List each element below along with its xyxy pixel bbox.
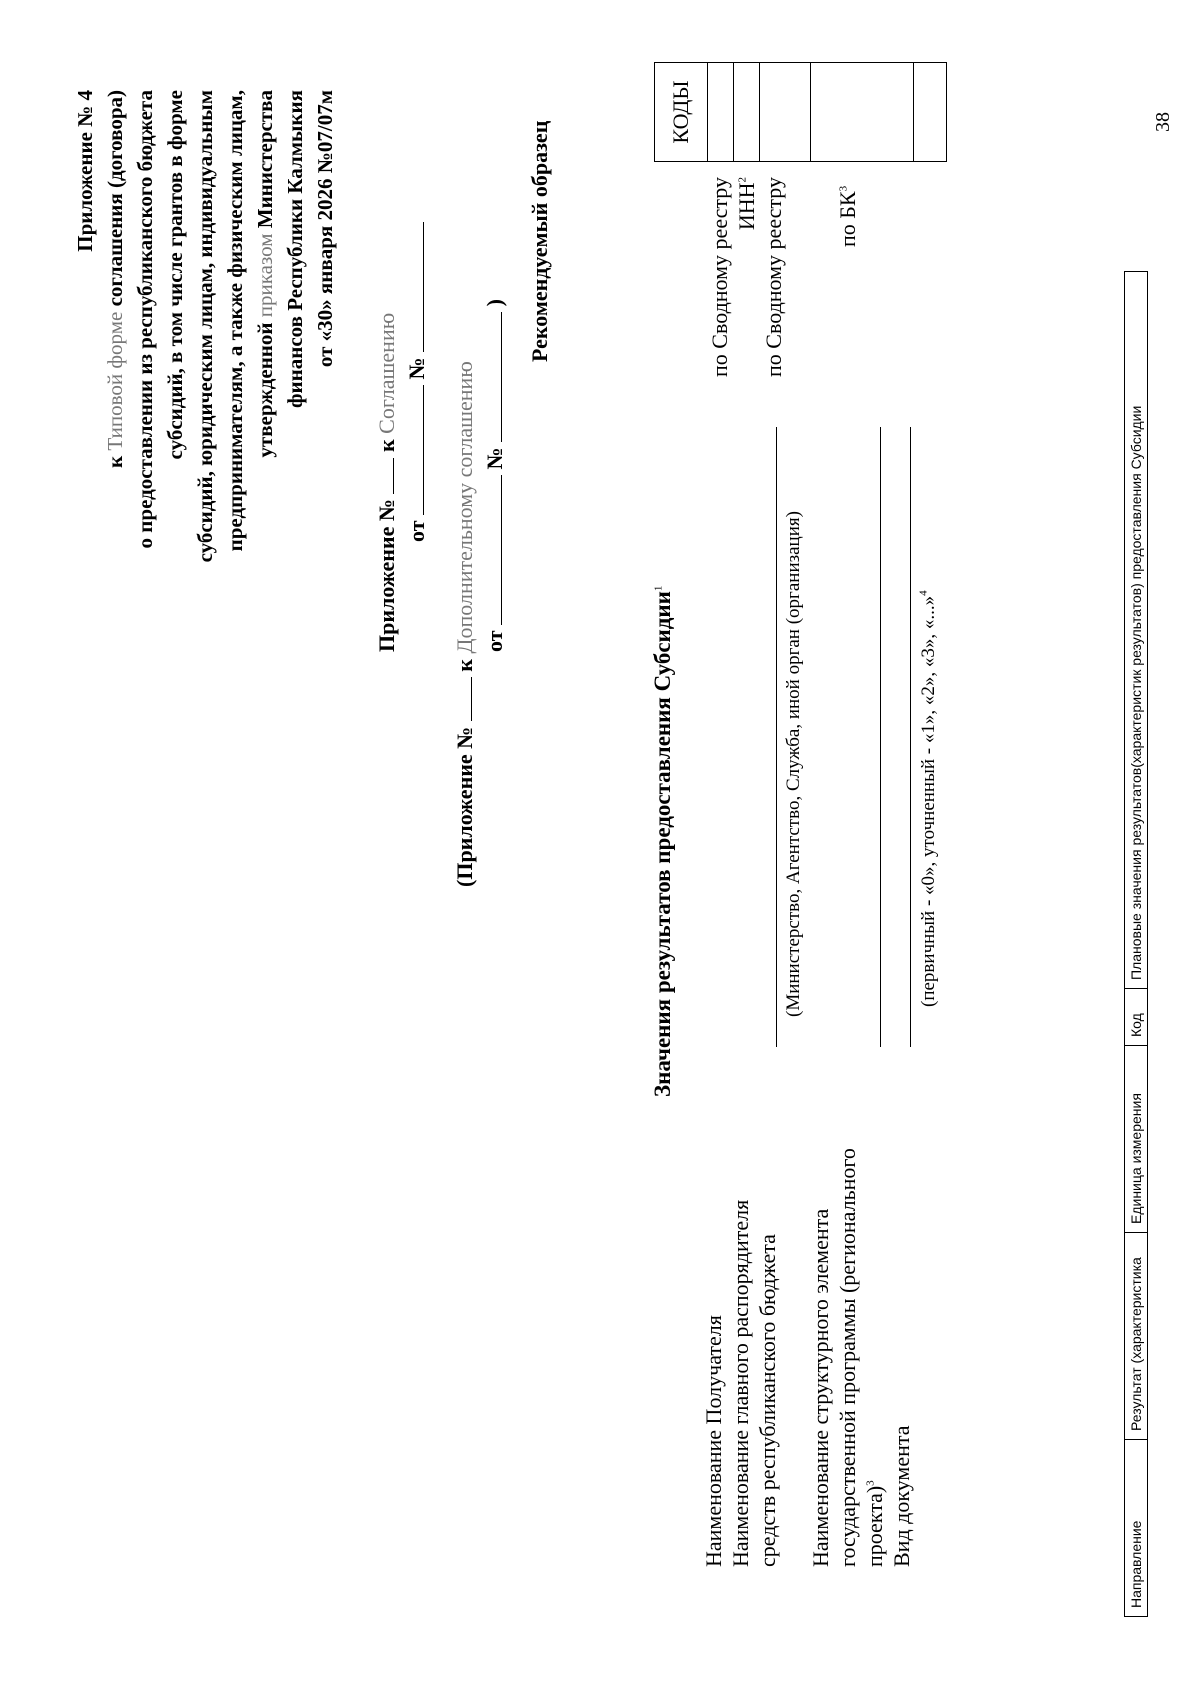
- doc-type-code-cell[interactable]: [914, 63, 947, 162]
- agreement-annex: Приложение № к Соглашению от №: [372, 92, 432, 652]
- registry-label-2: по Сводному реестру: [761, 177, 786, 377]
- agreement-link[interactable]: Соглашению: [374, 312, 399, 434]
- header-line-5: предпринимателям, а также физическим лицам,: [223, 90, 247, 552]
- recommended-sample: Рекомендуемый образец: [527, 120, 552, 362]
- col-result: Результат (характеристика: [1125, 1233, 1148, 1440]
- registry-code-cell-2[interactable]: [760, 63, 811, 162]
- structural-label-line-1: Наименование структурного элемента: [808, 1208, 833, 1567]
- manager-label-line-2: средств республиканского бюджета: [755, 1234, 780, 1567]
- agreement-number-field[interactable]: [405, 222, 424, 352]
- ministry-hint: (Министерство, Агентство, Служба, иной орган (организация): [783, 511, 804, 1017]
- agreement-annex-number-field[interactable]: [375, 458, 394, 494]
- doc-type-label: Вид документа: [889, 1425, 914, 1567]
- header-line-3: субсидий, в том числе грантов в форме: [163, 90, 187, 460]
- codes-header: КОДЫ: [655, 63, 708, 162]
- header-line-1: к Типовой форме соглашения (договора): [103, 90, 127, 468]
- results-table-header: [1124, 271, 1148, 1617]
- codes-table: [654, 62, 947, 162]
- structural-label-line-2: государственной программы (регионального: [835, 1148, 860, 1567]
- recipient-label: Наименование Получателя: [701, 1315, 726, 1567]
- page-number: 38: [1152, 112, 1174, 132]
- registry-label-1: по Сводному реестру: [707, 177, 732, 377]
- header-line-8: от «30» января 2026 №07/07м: [313, 90, 337, 368]
- col-planned-values: Плановые значения результатов(характеристик результатов) предоставления Субсидии: [1125, 272, 1148, 989]
- manager-label-line-1: Наименование главного распорядителя: [728, 1199, 753, 1567]
- order-link[interactable]: приказом: [253, 233, 277, 318]
- col-code: Код: [1125, 989, 1148, 1046]
- typical-form-link[interactable]: Типовой форме: [103, 311, 127, 451]
- supplement-agreement-link[interactable]: Дополнительному соглашению: [452, 361, 477, 654]
- document-title: Значения результатов предоставления Субсидии$^1$: [650, 585, 675, 1097]
- manager-name-line[interactable]: [776, 427, 777, 1047]
- inn-label: ИНН$^2$: [734, 177, 759, 231]
- structural-element-line[interactable]: [880, 427, 881, 1047]
- header-line-7: финансов Республики Калмыкия: [283, 90, 307, 408]
- code-labels: [706, 177, 787, 397]
- col-direction: Направление: [1125, 1440, 1148, 1617]
- header-line-2: о предоставлении из республиканского бюджета: [133, 90, 157, 549]
- structural-label-line-3: проекта)$^3$: [862, 1480, 887, 1567]
- supplement-annex-number-field[interactable]: [453, 677, 472, 721]
- supplement-number-field[interactable]: [483, 312, 502, 442]
- supplement-annex: (Приложение № к Дополнительному соглашению от № ): [452, 299, 507, 887]
- doc-type-line[interactable]: [910, 427, 911, 1047]
- header-line-6: утвержденной приказом Министерства: [253, 90, 277, 458]
- bk-label: по $БК^3$: [835, 185, 860, 247]
- header-line-4: субсидий, юридическим лицам, индивидуальным: [193, 90, 217, 563]
- agreement-date-field[interactable]: [405, 385, 424, 515]
- registry-code-cell-1[interactable]: [708, 63, 734, 162]
- bk-code-cell[interactable]: [811, 63, 914, 162]
- approval-header: [70, 90, 340, 730]
- annex-number: Приложение № 4: [73, 90, 97, 252]
- inn-code-cell[interactable]: [734, 63, 760, 162]
- supplement-date-field[interactable]: [483, 475, 502, 625]
- col-unit: Единица измерения: [1125, 1046, 1148, 1233]
- doc-type-hint: (первичный - «0», уточненный - «1», «2», «3», «...»$^4$: [917, 590, 939, 1007]
